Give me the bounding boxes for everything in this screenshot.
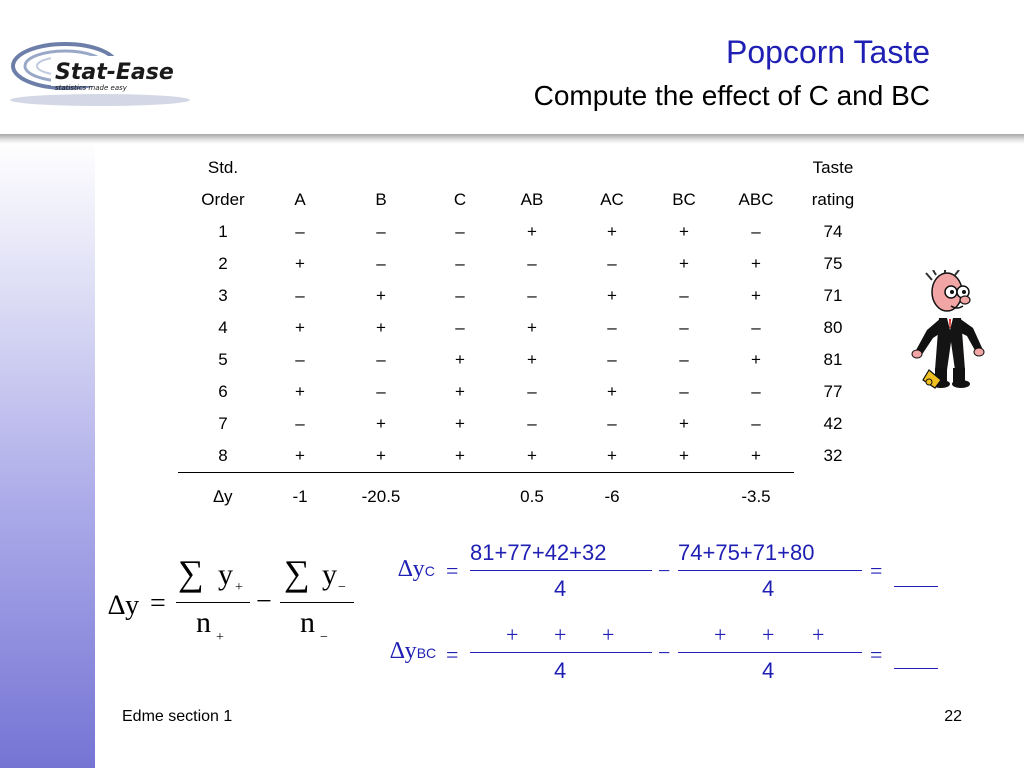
calc-c-numerator-minus	[678, 540, 815, 566]
sum-symbol-minus: ∑	[284, 553, 310, 593]
answer-blank	[894, 668, 938, 669]
table-cell: +	[376, 318, 386, 337]
table-cell: –	[679, 350, 689, 369]
calc-bc-denominator-2: 4	[762, 658, 775, 683]
table-cell: +	[527, 350, 537, 369]
fraction-bar	[470, 570, 652, 571]
table-cell: 2	[218, 254, 228, 273]
table-cell: –	[607, 350, 617, 369]
formula-lhs	[108, 590, 139, 622]
table-row	[178, 376, 872, 408]
formula-delta-y: ∆y	[108, 590, 140, 621]
table-cell: –	[527, 414, 537, 433]
table-cell: +	[295, 318, 305, 337]
table-header-row-1	[178, 152, 872, 184]
table-cell: +	[332, 440, 430, 473]
calc-value: 75	[715, 540, 740, 565]
table-cell: +	[295, 254, 305, 273]
table-cell: –	[455, 318, 465, 337]
formula-y-plus: y	[218, 558, 233, 591]
formula-equals: =	[150, 588, 166, 619]
table-cell: –	[679, 286, 689, 305]
table-cell: +	[376, 286, 386, 305]
fraction-bar	[176, 602, 250, 603]
table-cell: 81	[823, 350, 843, 369]
table-header-cell: AB	[520, 190, 544, 209]
table-cell: –	[527, 286, 537, 305]
table-cell: –	[295, 222, 305, 241]
effects-row	[178, 473, 872, 520]
table-cell: 74	[823, 222, 843, 241]
calc-c-result-equals: =	[870, 558, 883, 583]
table-cell: –	[527, 382, 537, 401]
fraction-bar	[678, 570, 862, 571]
table-cell: –	[607, 414, 617, 433]
calc-value: 32	[582, 540, 607, 565]
calc-bc-plus-1: +	[506, 622, 519, 647]
formula-y-minus: y	[322, 558, 337, 591]
table-cell: +	[751, 350, 761, 369]
table-header-cell	[490, 152, 574, 184]
table-header-cell	[332, 152, 430, 184]
table-cell: +	[574, 440, 650, 473]
table-header-row-2	[178, 184, 872, 216]
calc-bc-denominator-1: 4	[554, 658, 567, 683]
formula-n-plus: n	[196, 606, 211, 639]
table-header-cell: Order	[201, 190, 245, 209]
table-cell: +	[527, 318, 537, 337]
calc-c-subscript: C	[424, 563, 435, 579]
table-cell: –	[751, 222, 761, 241]
table-cell: 8	[178, 440, 268, 473]
table-cell: –	[376, 222, 386, 241]
table-row	[178, 408, 872, 440]
table-cell: 32	[823, 446, 843, 466]
calc-bc-result-equals: =	[870, 642, 883, 667]
table-row	[178, 216, 872, 248]
table-header-cell: BC	[672, 190, 696, 209]
sum-symbol-plus: ∑	[178, 553, 204, 593]
table-cell: –	[679, 318, 689, 337]
table-cell: +	[679, 254, 689, 273]
stat-ease-logo	[5, 38, 195, 108]
table-cell: +	[607, 382, 617, 401]
table-header-cell: ABC	[738, 190, 774, 209]
table-cell: +	[718, 440, 794, 473]
table-cell: –	[751, 318, 761, 337]
table-cell: +	[455, 414, 465, 433]
table-cell: 1	[218, 222, 228, 241]
fraction-bar	[678, 652, 862, 653]
calc-c-lhs	[398, 556, 435, 583]
table-row	[178, 440, 872, 473]
table-cell: –	[527, 254, 537, 273]
table-cell: 7	[218, 414, 228, 433]
table-cell: 5	[218, 350, 228, 369]
calc-value: 74	[678, 540, 703, 565]
calc-bc-plus-6: +	[812, 622, 825, 647]
calc-c-minus: −	[658, 558, 671, 583]
table-header-cell	[718, 152, 794, 184]
slide-title: Popcorn Taste	[726, 34, 930, 70]
table-header-cell: rating	[811, 190, 855, 209]
fraction-bar	[280, 602, 354, 603]
table-cell: 75	[823, 254, 843, 273]
effects-cell: -1	[292, 487, 308, 506]
plus-sign: +	[777, 540, 791, 565]
table-cell: +	[455, 382, 465, 401]
table-cell: +	[679, 414, 689, 433]
table-cell: 3	[218, 286, 228, 305]
table-cell: –	[751, 414, 761, 433]
effects-cell	[650, 473, 718, 520]
table-row	[178, 344, 872, 376]
footer-section-label: Edme section 1	[122, 708, 233, 725]
calc-value: 80	[790, 540, 815, 565]
plus-sign: +	[531, 540, 545, 565]
calc-c-denominator-1: 4	[554, 576, 567, 601]
table-header-cell: C	[453, 190, 467, 209]
calc-bc-delta-y: ∆y	[390, 638, 417, 664]
table-row	[178, 312, 872, 344]
calc-bc-plus-3: +	[602, 622, 615, 647]
table-header-cell	[268, 152, 332, 184]
table-cell: –	[455, 286, 465, 305]
table-cell: –	[455, 222, 465, 241]
professor-cartoon-icon	[905, 270, 995, 395]
table-cell: –	[751, 382, 761, 401]
table-header-cell: Taste	[812, 158, 854, 177]
formula-n-minus-sub: −	[320, 630, 328, 645]
table-cell: 77	[823, 382, 843, 401]
table-cell: –	[455, 254, 465, 273]
calc-bc-minus: −	[658, 640, 671, 665]
table-cell: +	[455, 350, 465, 369]
table-cell: +	[607, 222, 617, 241]
effects-cell: -3.5	[741, 487, 771, 506]
svg-text:Stat-Ease: Stat-Ease	[55, 60, 174, 85]
table-cell: +	[751, 286, 761, 305]
page-number: 22	[944, 708, 962, 725]
formula-plus-sub: +	[235, 580, 243, 595]
table-cell: 6	[218, 382, 228, 401]
plus-sign: +	[739, 540, 753, 565]
calc-bc-lhs	[390, 638, 436, 665]
slide-subtitle: Compute the effect of C and BC	[533, 80, 930, 111]
calc-c-denominator-2: 4	[762, 576, 775, 601]
table-cell: +	[607, 286, 617, 305]
table-cell: –	[607, 318, 617, 337]
design-matrix-table	[178, 152, 872, 519]
table-cell: –	[376, 350, 386, 369]
table-cell: +	[679, 222, 689, 241]
calc-c-delta-y: ∆y	[398, 556, 425, 582]
calc-bc-plus-2: +	[554, 622, 567, 647]
table-cell: 80	[823, 318, 843, 337]
calc-c-numerator-plus	[470, 540, 607, 566]
table-cell: 71	[823, 286, 843, 305]
table-cell: 42	[823, 414, 843, 433]
table-cell: +	[751, 254, 761, 273]
calc-bc-plus-4: +	[714, 622, 727, 647]
table-cell: +	[376, 414, 386, 433]
formula-minus-sub: −	[338, 580, 346, 595]
table-header-cell	[574, 152, 650, 184]
table-cell: –	[295, 286, 305, 305]
plus-sign: +	[494, 540, 508, 565]
table-cell: 4	[218, 318, 228, 337]
table-row	[178, 280, 872, 312]
calc-value: 77	[507, 540, 532, 565]
calc-value: 81	[470, 540, 495, 565]
svg-text:statistics made easy: statistics made easy	[55, 84, 127, 92]
table-cell: +	[430, 440, 490, 473]
table-cell: –	[295, 414, 305, 433]
calc-bc-subscript: BC	[416, 645, 437, 661]
header-divider	[0, 134, 1024, 144]
sidebar-gradient	[0, 140, 95, 768]
table-cell: –	[376, 382, 386, 401]
table-cell: –	[679, 382, 689, 401]
table-cell: –	[376, 254, 386, 273]
effects-cell	[430, 473, 490, 520]
answer-blank	[894, 586, 938, 587]
formula-n-plus-sub: +	[216, 630, 224, 645]
plus-sign: +	[702, 540, 716, 565]
calc-value: 71	[752, 540, 778, 565]
table-cell: +	[650, 440, 718, 473]
table-header-cell: B	[375, 190, 387, 209]
table-cell: +	[527, 222, 537, 241]
table-cell: –	[607, 254, 617, 273]
table-row	[178, 248, 872, 280]
effects-cell: -6	[604, 487, 620, 506]
calc-bc-plus-5: +	[762, 622, 775, 647]
effects-cell: ∆y	[213, 487, 233, 506]
table-cell: +	[295, 382, 305, 401]
plus-sign: +	[569, 540, 583, 565]
effects-cell	[794, 473, 872, 520]
formula-n-minus: n	[300, 606, 315, 639]
table-cell: +	[268, 440, 332, 473]
table-cell: –	[295, 350, 305, 369]
calc-value: 42	[544, 540, 570, 565]
formula-minus: −	[256, 586, 272, 617]
effects-cell: -20.5	[361, 487, 401, 506]
effects-cell: 0.5	[520, 487, 544, 506]
calc-bc-equals: =	[446, 642, 459, 667]
table-header-cell: Std.	[207, 158, 239, 177]
table-header-cell	[430, 152, 490, 184]
table-header-cell	[650, 152, 718, 184]
calc-c-equals: =	[446, 558, 459, 583]
table-header-cell: A	[294, 190, 306, 209]
table-header-cell: AC	[600, 190, 624, 209]
table-cell: +	[490, 440, 574, 473]
fraction-bar	[470, 652, 652, 653]
